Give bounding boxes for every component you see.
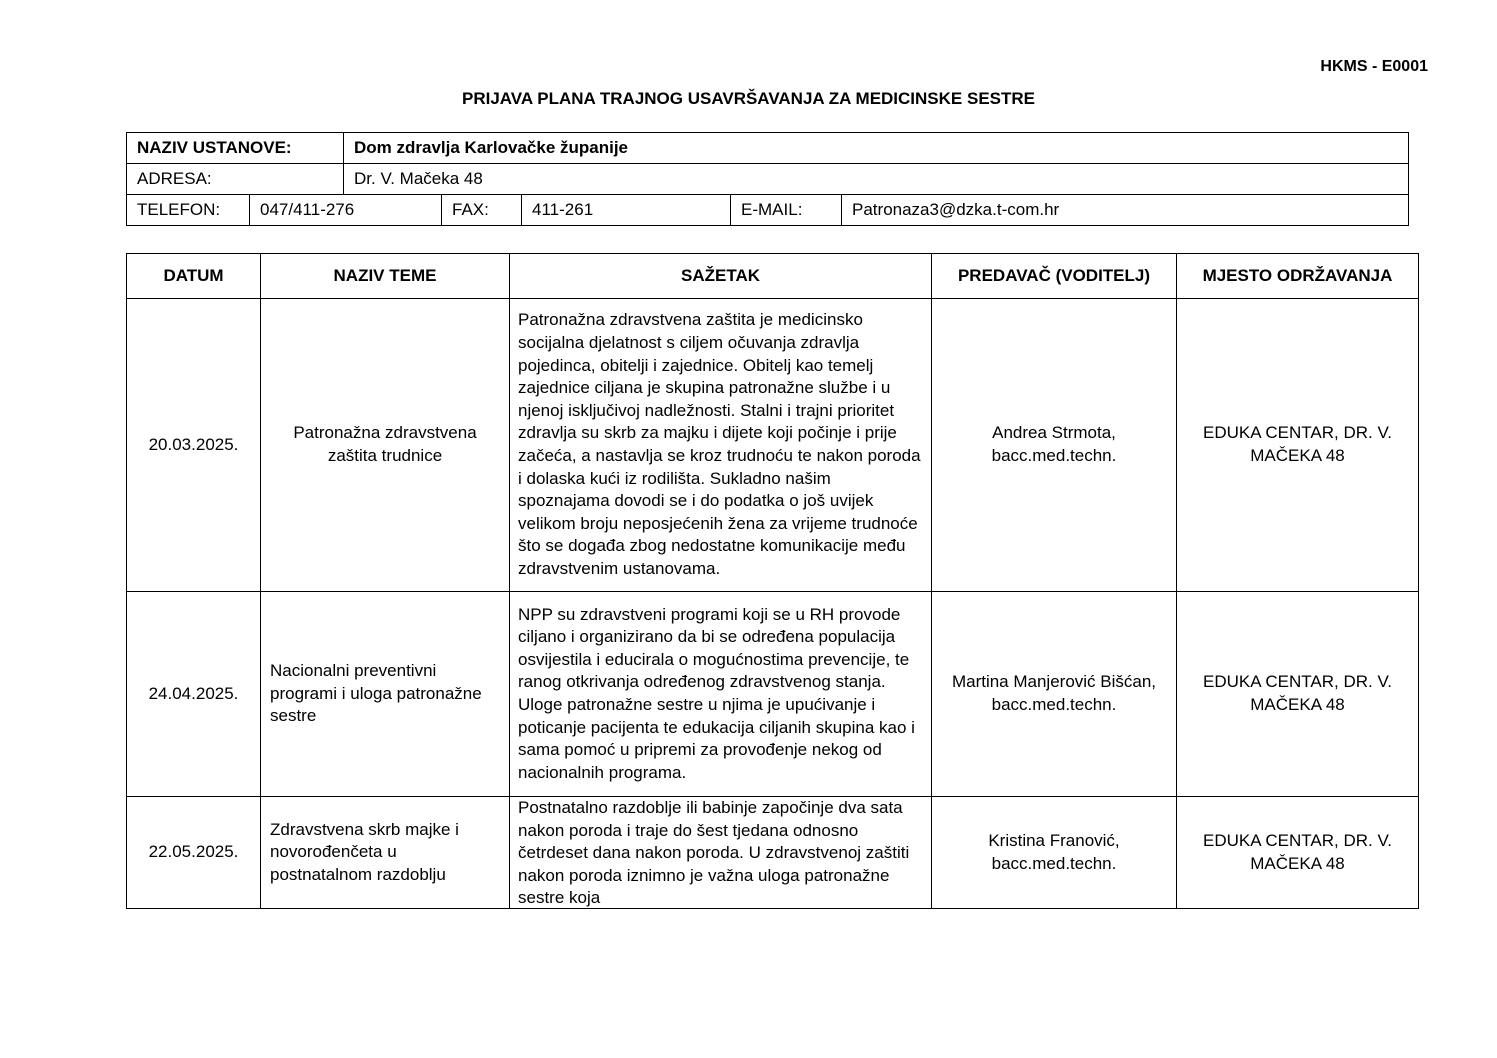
row-date: 20.03.2025. xyxy=(127,299,261,592)
institution-name-value: Dom zdravlja Karlovačke županije xyxy=(344,133,1409,164)
form-code: HKMS - E0001 xyxy=(1320,58,1428,75)
fax-label: FAX: xyxy=(442,195,522,226)
row-topic: Patronažna zdravstvena zaštita trudnice xyxy=(261,299,510,592)
phone-value: 047/411-276 xyxy=(250,195,442,226)
training-plan-table xyxy=(126,253,1419,909)
institution-contact-row xyxy=(127,195,1409,226)
email-value: Patronaza3@dzka.t-com.hr xyxy=(842,195,1409,226)
table-row xyxy=(127,592,1419,797)
row-topic: Nacionalni preventivni programi i uloga patronažne sestre xyxy=(261,592,510,797)
fax-value: 411-261 xyxy=(522,195,731,226)
row-date: 24.04.2025. xyxy=(127,592,261,797)
row-topic: Zdravstvena skrb majke i novorođenčeta u postnatalnom razdoblju xyxy=(261,797,510,909)
row-summary-text: NPP su zdravstveni programi koji se u RH provode ciljano i organizirano da bi se određena populacija osvijestila i educirala o mogućnostima prevencije, te ranog otkrivanja određenog zdravstvenog stanja. Uloge patronažne sestre u njima je upućivanje i poticanje pacijenta te edukacija ciljanih skupina kao i sama pomoć u pripremi za provođenje nekog od nacionalnih programa. xyxy=(518,604,915,782)
row-lecturer: Kristina Franović, bacc.med.techn. xyxy=(932,797,1177,909)
row-venue: EDUKA CENTAR, DR. V. MAČEKA 48 xyxy=(1177,299,1419,592)
header-lecturer: PREDAVAČ (VODITELJ) xyxy=(932,254,1177,299)
row-summary xyxy=(510,299,932,592)
institution-info-table xyxy=(126,132,1409,226)
table-row xyxy=(127,797,1419,909)
phone-label: TELEFON: xyxy=(127,195,250,226)
row-summary xyxy=(510,797,932,909)
row-summary-text: Patronažna zdravstvena zaštita je medicinsko socijalna djelatnost s ciljem očuvanja zdravlja pojedinca, obitelji i zajednice. Obitelj kao temelj zajednice ciljana je skupina patronažne službe i u njenoj isključivoj nadležnosti. Stalni i trajni prioritet zdravlja su skrb za majku i dijete koji počinje i prije začeća, a nastavlja se kroz trudnoću te nakon poroda i dolaska kući iz rodilišta. Sukladno našim spoznajama dovodi se i do podatka o još uvijek velikom broju neposjećenih žena za vrijeme trudnoće što se događa zbog nedostatne komunikacije među zdravstvenim ustanovama. xyxy=(518,310,921,578)
row-venue: EDUKA CENTAR, DR. V. MAČEKA 48 xyxy=(1177,592,1419,797)
row-summary xyxy=(510,592,932,797)
header-summary: SAŽETAK xyxy=(510,254,932,299)
header-date: DATUM xyxy=(127,254,261,299)
header-topic: NAZIV TEME xyxy=(261,254,510,299)
email-label: E-MAIL: xyxy=(731,195,842,226)
row-summary-text: Postnatalno razdoblje ili babinje započinje dva sata nakon poroda i traje do šest tjedana odnosno četrdeset dana nakon poroda. U zdravstvenoj zaštiti nakon poroda iznimno je važna uloga patronažne sestre koja xyxy=(518,798,910,908)
table-header-row xyxy=(127,254,1419,299)
header-venue: MJESTO ODRŽAVANJA xyxy=(1177,254,1419,299)
row-venue: EDUKA CENTAR, DR. V. MAČEKA 48 xyxy=(1177,797,1419,909)
institution-address-value: Dr. V. Mačeka 48 xyxy=(344,164,1409,195)
row-lecturer: Martina Manjerović Bišćan, bacc.med.techn. xyxy=(932,592,1177,797)
table-row xyxy=(127,299,1419,592)
row-lecturer: Andrea Strmota, bacc.med.techn. xyxy=(932,299,1177,592)
institution-name-label: NAZIV USTANOVE: xyxy=(127,133,344,164)
row-date: 22.05.2025. xyxy=(127,797,261,909)
institution-name-row xyxy=(127,133,1409,164)
institution-address-row xyxy=(127,164,1409,195)
institution-address-label: ADRESA: xyxy=(127,164,344,195)
document-title: PRIJAVA PLANA TRAJNOG USAVRŠAVANJA ZA MEDICINSKE SESTRE xyxy=(461,89,1036,108)
